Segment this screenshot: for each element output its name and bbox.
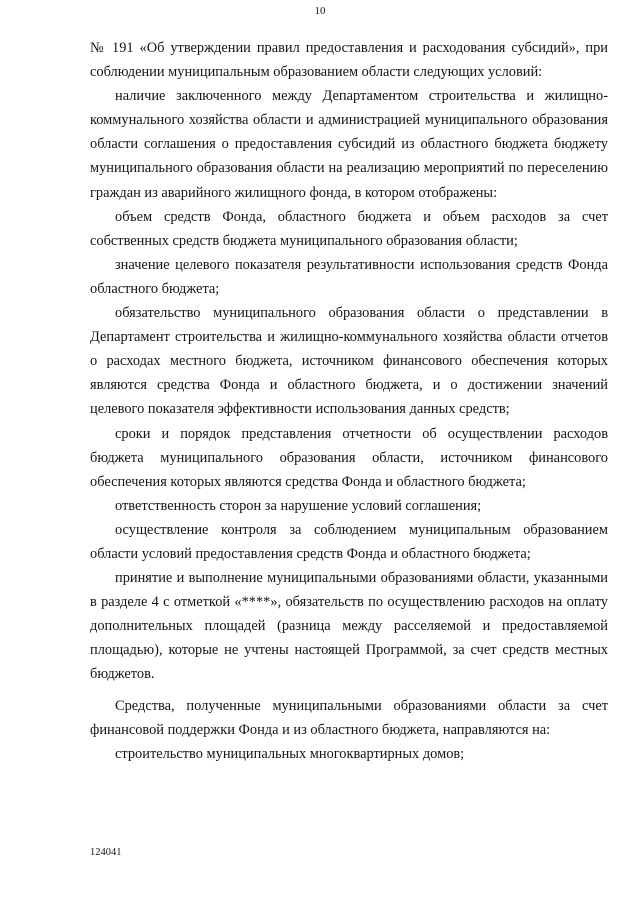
document-body <box>90 36 608 766</box>
paragraph-4: значение целевого показателя результативности использования средств Фонда областного бюджета; <box>90 256 608 297</box>
paragraph-9: принятие и выполнение муниципальными образованиями области, указанными в разделе 4 с отметкой «****», обязательств по осуществлению расходов на оплату дополнительных площадей (разница между расселяемой и предоставляемой площадью), которые не учтены настоящей Программой, за счет средств местных бюджетов. <box>90 570 608 683</box>
paragraph-8: осуществление контроля за соблюдением муниципальным образованием области условий предоставления средств Фонда и областного бюджета; <box>90 521 608 562</box>
paragraph-5: обязательство муниципального образования области о представлении в Департамент строительства и жилищно-коммунального хозяйства области отчетов о расходах местного бюджета, источником финансового обеспечения которых являются средства Фонда и областного бюджета, и о достижении значений целевого показателя эффективности использования данных средств; <box>90 305 608 418</box>
paragraph-1: № 191 «Об утверждении правил предоставления и расходования субсидий», при соблюдении муниципальным образованием области следующих условий: <box>90 40 608 81</box>
paragraph-7: ответственность сторон за нарушение условий соглашения; <box>115 497 482 514</box>
document-code: 124041 <box>90 847 122 858</box>
page-number: 10 <box>314 5 326 17</box>
paragraph-11: строительство муниципальных многоквартирных домов; <box>115 745 465 762</box>
paragraph-2: наличие заключенного между Департаментом строительства и жилищно-коммунального хозяйства области и администрацией муниципального образования области соглашения о предоставления субсидий из областного бюджета бюджету муниципального образования области на реализацию мероприятий по переселению граждан из аварийного жилищного фонда, в котором отображены: <box>90 88 608 201</box>
paragraph-3: объем средств Фонда, областного бюджета и объем расходов за счет собственных средств бюджета муниципального образования области; <box>90 208 608 249</box>
paragraph-10: Средства, полученные муниципальными образованиями области за счет финансовой поддержки Фонда и из областного бюджета, направляются на: <box>90 697 608 738</box>
paragraph-6: сроки и порядок представления отчетности об осуществлении расходов бюджета муниципального образования области, источником финансового обеспечения которых являются средства Фонда и областного бюджета; <box>90 425 608 490</box>
